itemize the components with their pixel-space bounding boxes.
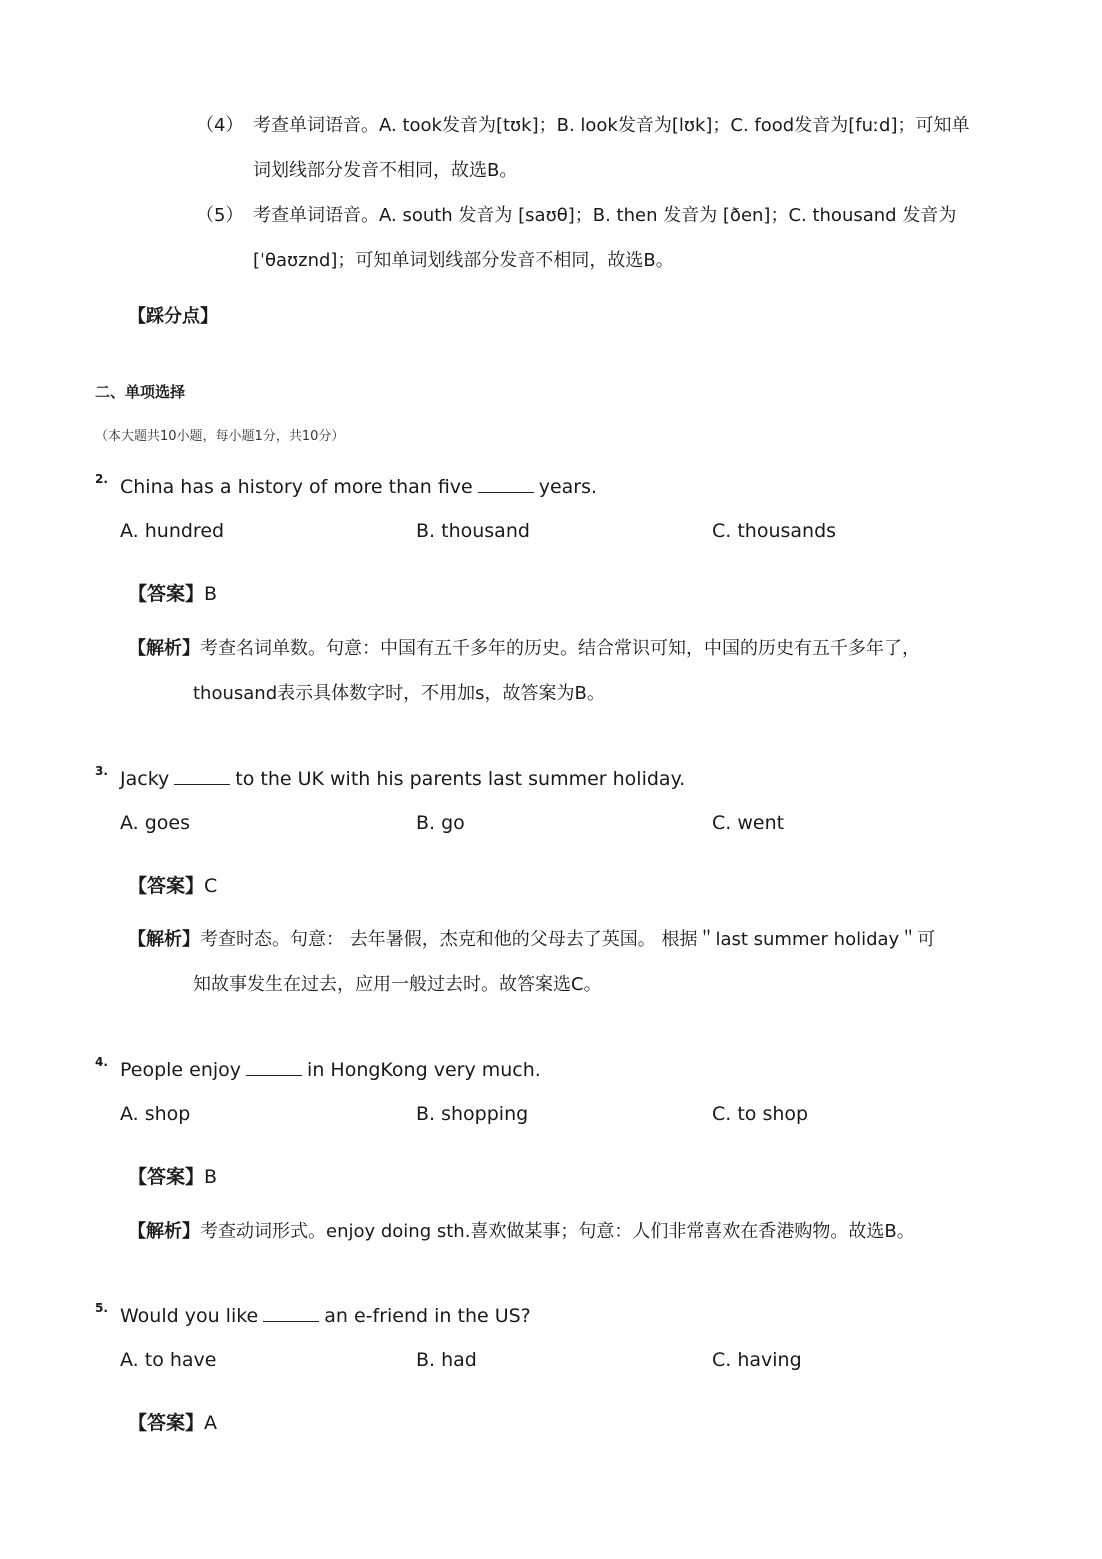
answer-value: C — [204, 875, 218, 897]
answer-value: A — [204, 1412, 218, 1434]
answer-row — [128, 1165, 217, 1189]
answer-label: 【答案】 — [128, 583, 205, 605]
option-b: B. shopping — [416, 1103, 529, 1125]
answer-row — [128, 1411, 217, 1435]
stem-before: China has a history of more than five — [120, 476, 473, 498]
option-a: A. shop — [120, 1103, 191, 1125]
question-stem — [120, 1057, 541, 1082]
question-stem — [120, 474, 597, 499]
question-number: 2. — [95, 472, 108, 486]
item4-line2: 词划线部分发音不相同，故选B。 — [253, 160, 518, 181]
stem-before: People enjoy — [120, 1059, 242, 1081]
question-number: 4. — [95, 1055, 108, 1069]
option-c: C. to shop — [712, 1103, 809, 1125]
answer-blank — [246, 1057, 302, 1076]
analysis-line1: 考查动词形式。enjoy doing sth.喜欢做某事；句意：人们非常喜欢在香港购物。故选B。 — [200, 1221, 915, 1242]
scoring-points-label: 【踩分点】 — [128, 306, 218, 327]
answer-label: 【答案】 — [128, 1412, 205, 1434]
option-a: A. hundred — [120, 520, 225, 542]
answer-blank — [174, 766, 230, 785]
analysis-label: 【解析】 — [128, 1221, 200, 1242]
option-b: B. go — [416, 812, 465, 834]
item5-line1: 考查单词语音。A. south 发音为 [saʊθ]；B. then 发音为 [ðen]；C. thousand 发音为 — [253, 205, 957, 226]
option-a: A. goes — [120, 812, 191, 834]
answer-row — [128, 874, 217, 898]
stem-after: an e-friend in the US? — [324, 1305, 531, 1327]
analysis-row — [128, 637, 920, 661]
answer-value: B — [204, 583, 218, 605]
analysis-line1: 考查名词单数。句意：中国有五千多年的历史。结合常识可知，中国的历史有五千多年了， — [200, 638, 920, 659]
answer-row — [128, 582, 217, 606]
stem-before: Jacky — [120, 768, 170, 790]
question-stem — [120, 1303, 531, 1328]
option-c: C. having — [712, 1349, 802, 1371]
item5-line2: [ˈθaʊznd]；可知单词划线部分发音不相同，故选B。 — [253, 250, 674, 271]
analysis-label: 【解析】 — [128, 929, 200, 950]
section-title: 二、单项选择 — [95, 383, 186, 401]
section-note: （本大题共10小题，每小题1分，共10分） — [95, 429, 345, 444]
option-b: B. thousand — [416, 520, 530, 542]
answer-blank — [478, 474, 534, 493]
analysis-row — [128, 928, 935, 952]
analysis-line1: 考查时态。句意： 去年暑假，杰克和他的父母去了英国。 根据＂last summer holiday＂可 — [200, 929, 936, 950]
option-b: B. had — [416, 1349, 477, 1371]
analysis-line2: thousand表示具体数字时，不用加s，故答案为B。 — [193, 683, 605, 704]
item4-number: （4） — [196, 115, 244, 136]
analysis-label: 【解析】 — [128, 638, 200, 659]
answer-blank — [263, 1303, 319, 1322]
question-stem — [120, 766, 685, 791]
answer-value: B — [204, 1166, 218, 1188]
option-a: A. to have — [120, 1349, 217, 1371]
stem-after: years. — [538, 476, 598, 498]
stem-after: to the UK with his parents last summer holiday. — [235, 768, 686, 790]
item4-line1: 考查单词语音。A. took发音为[tʊk]；B. look发音为[lʊk]；C. food发音为[fuːd]；可知单 — [253, 115, 970, 136]
stem-before: Would you like — [120, 1305, 259, 1327]
answer-label: 【答案】 — [128, 875, 205, 897]
option-c: C. went — [712, 812, 785, 834]
analysis-row — [128, 1220, 915, 1244]
question-number: 3. — [95, 764, 108, 778]
answer-label: 【答案】 — [128, 1166, 205, 1188]
option-c: C. thousands — [712, 520, 837, 542]
question-number: 5. — [95, 1301, 108, 1315]
analysis-line2: 知故事发生在过去，应用一般过去时。故答案选C。 — [193, 974, 602, 995]
item5-number: （5） — [196, 205, 244, 226]
stem-after: in HongKong very much. — [307, 1059, 541, 1081]
